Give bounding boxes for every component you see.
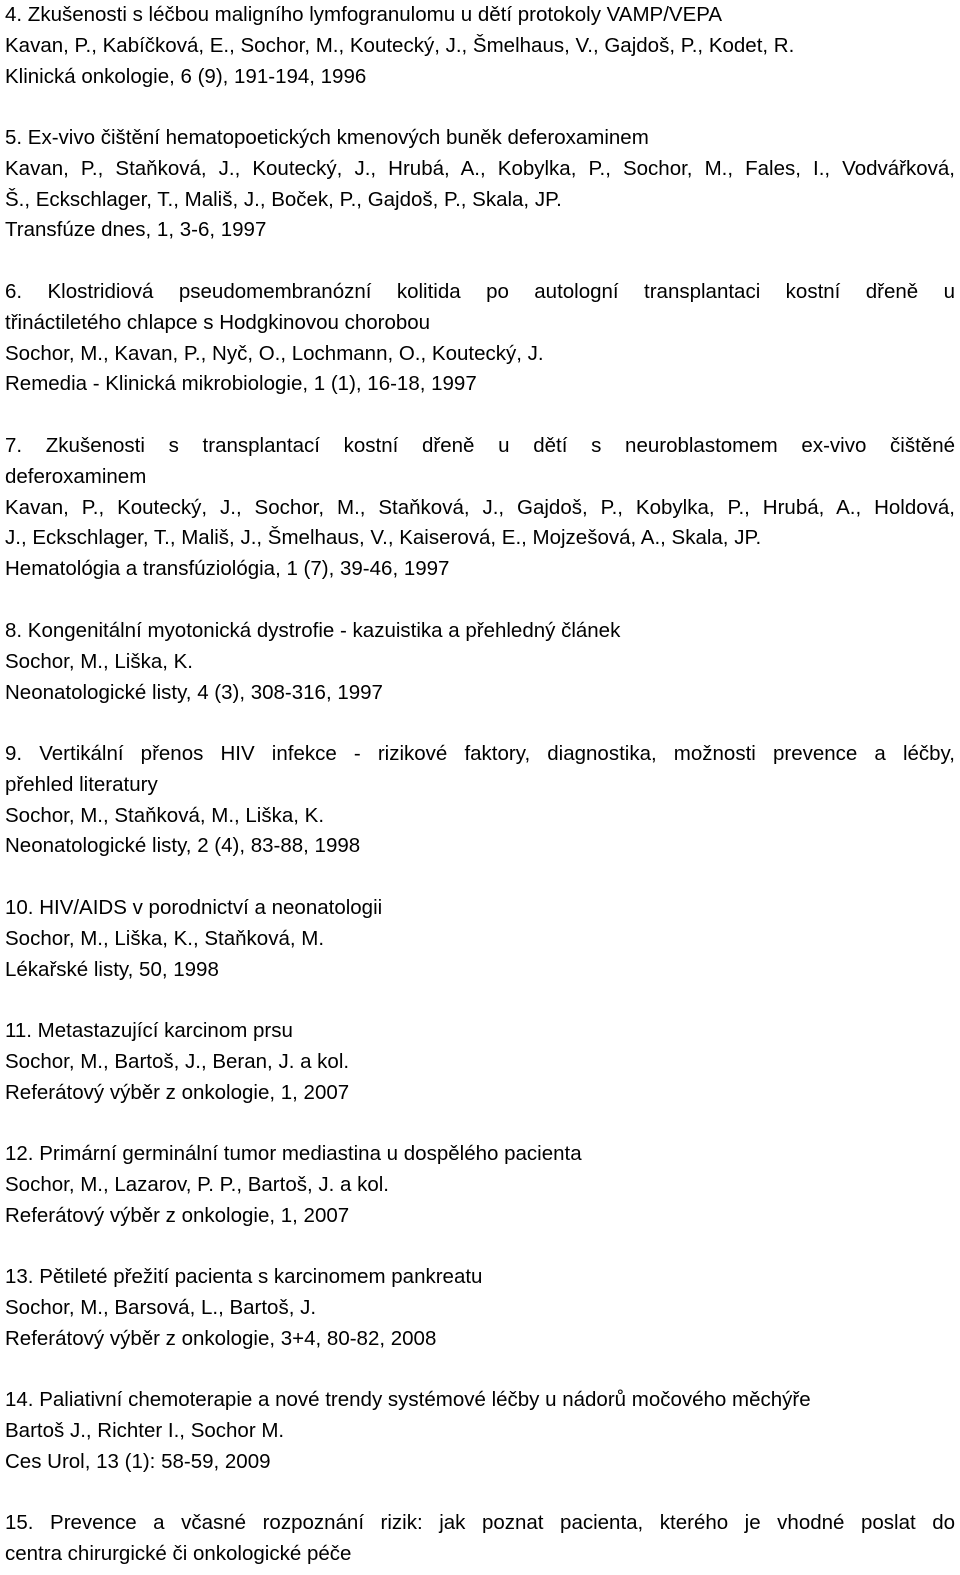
publication-source: Referátový výběr z onkologie, 1, 2007 — [5, 1203, 350, 1227]
publication-entry-10 — [5, 893, 955, 985]
publication-source: Neonatologické listy, 4 (3), 308-316, 1997 — [5, 680, 383, 704]
publication-title: 7. Zkušenosti s transplantací kostní dřeně u dětí s neuroblastomem ex-vivo čištěné — [5, 434, 955, 457]
publication-authors: Kavan, P., Kabíčková, E., Sochor, M., Koutecký, J., Šmelhaus, V., Gajdoš, P., Kodet, R. — [5, 33, 795, 57]
publication-entry-8 — [5, 616, 955, 708]
publication-title: 11. Metastazující karcinom prsu — [5, 1019, 293, 1042]
publication-authors: Kavan, P., Koutecký, J., Sochor, M., Staňková, J., Gajdoš, P., Kobylka, P., Hrubá, A., Holdová, — [5, 495, 955, 519]
publication-entry-12 — [5, 1139, 955, 1231]
publication-authors: Sochor, M., Barsová, L., Bartoš, J. — [5, 1295, 317, 1319]
publication-entry-9 — [5, 739, 955, 862]
publication-title: třináctiletého chlapce s Hodgkinovou chorobou — [5, 310, 431, 334]
publication-title: 5. Ex-vivo čištění hematopoetických kmenových buněk deferoxaminem — [5, 126, 649, 149]
publication-title: 10. HIV/AIDS v porodnictví a neonatologii — [5, 896, 383, 919]
publication-source: Neonatologické listy, 2 (4), 83-88, 1998 — [5, 834, 361, 858]
publication-authors: Sochor, M., Liška, K. — [5, 649, 193, 673]
publication-source: Remedia - Klinická mikrobiologie, 1 (1), 16-18, 1997 — [5, 372, 477, 396]
publication-title: centra chirurgické či onkologické péče — [5, 1541, 352, 1565]
publication-source: Ces Urol, 13 (1): 58-59, 2009 — [5, 1449, 271, 1473]
publication-authors: Sochor, M., Bartoš, J., Beran, J. a kol. — [5, 1049, 350, 1073]
publication-entry-5 — [5, 123, 955, 246]
publication-authors: Š., Eckschlager, T., Mališ, J., Boček, P., Gajdoš, P., Skala, JP. — [5, 187, 562, 211]
publication-title: 15. Prevence a včasné rozpoznání rizik: jak poznat pacienta, kterého je vhodné poslat do — [5, 1511, 955, 1534]
publication-authors: Sochor, M., Kavan, P., Nyč, O., Lochmann, O., Koutecký, J. — [5, 341, 544, 365]
publication-entry-14 — [5, 1385, 955, 1477]
publication-authors: J., Eckschlager, T., Mališ, J., Šmelhaus, V., Kaiserová, E., Mojzešová, A., Skala, JP. — [5, 526, 762, 550]
publication-source: Referátový výběr z onkologie, 3+4, 80-82, 2008 — [5, 1326, 437, 1350]
publication-title: deferoxaminem — [5, 464, 147, 488]
publication-title: přehled literatury — [5, 772, 158, 796]
publication-entry-7 — [5, 431, 955, 585]
publication-authors: Bartoš J., Richter I., Sochor M. — [5, 1418, 285, 1442]
publication-source: Hematológia a transfúziológia, 1 (7), 39-46, 1997 — [5, 557, 450, 581]
publication-authors: Sochor, M., Staňková, M., Liška, K. — [5, 803, 325, 827]
publication-authors: Sochor, M., Lazarov, P. P., Bartoš, J. a kol. — [5, 1172, 389, 1196]
publication-title: 6. Klostridiová pseudomembranózní kolitida po autologní transplantaci kostní dřeně u — [5, 280, 955, 303]
publication-source: Klinická onkologie, 6 (9), 191-194, 1996 — [5, 64, 367, 88]
publication-source: Transfúze dnes, 1, 3-6, 1997 — [5, 218, 267, 242]
publication-title: 4. Zkušenosti s léčbou maligního lymfogranulomu u dětí protokoly VAMP/VEPA — [5, 3, 723, 26]
publication-source: Lékařské listy, 50, 1998 — [5, 957, 219, 981]
publication-entry-13 — [5, 1262, 955, 1354]
publication-title: 14. Paliativní chemoterapie a nové trendy systémové léčby u nádorů močového měchýře — [5, 1388, 811, 1411]
publication-authors: Sochor, M., Liška, K., Staňková, M. — [5, 926, 325, 950]
publication-entry-15 — [5, 1508, 955, 1570]
publication-authors: Kavan, P., Staňková, J., Koutecký, J., Hrubá, A., Kobylka, P., Sochor, M., Fales, I., Vodvářková, — [5, 156, 955, 180]
publication-title: 9. Vertikální přenos HIV infekce - rizikové faktory, diagnostika, možnosti prevence a léčby, — [5, 742, 955, 765]
publication-source: Referátový výběr z onkologie, 1, 2007 — [5, 1080, 350, 1104]
publication-entry-4 — [5, 0, 955, 92]
publication-entry-11 — [5, 1016, 955, 1108]
publication-entry-6 — [5, 277, 955, 400]
publication-title: 13. Pětileté přežití pacienta s karcinomem pankreatu — [5, 1265, 483, 1288]
publication-title: 12. Primární germinální tumor mediastina u dospělého pacienta — [5, 1142, 582, 1165]
publication-title: 8. Kongenitální myotonická dystrofie - kazuistika a přehledný článek — [5, 619, 621, 642]
